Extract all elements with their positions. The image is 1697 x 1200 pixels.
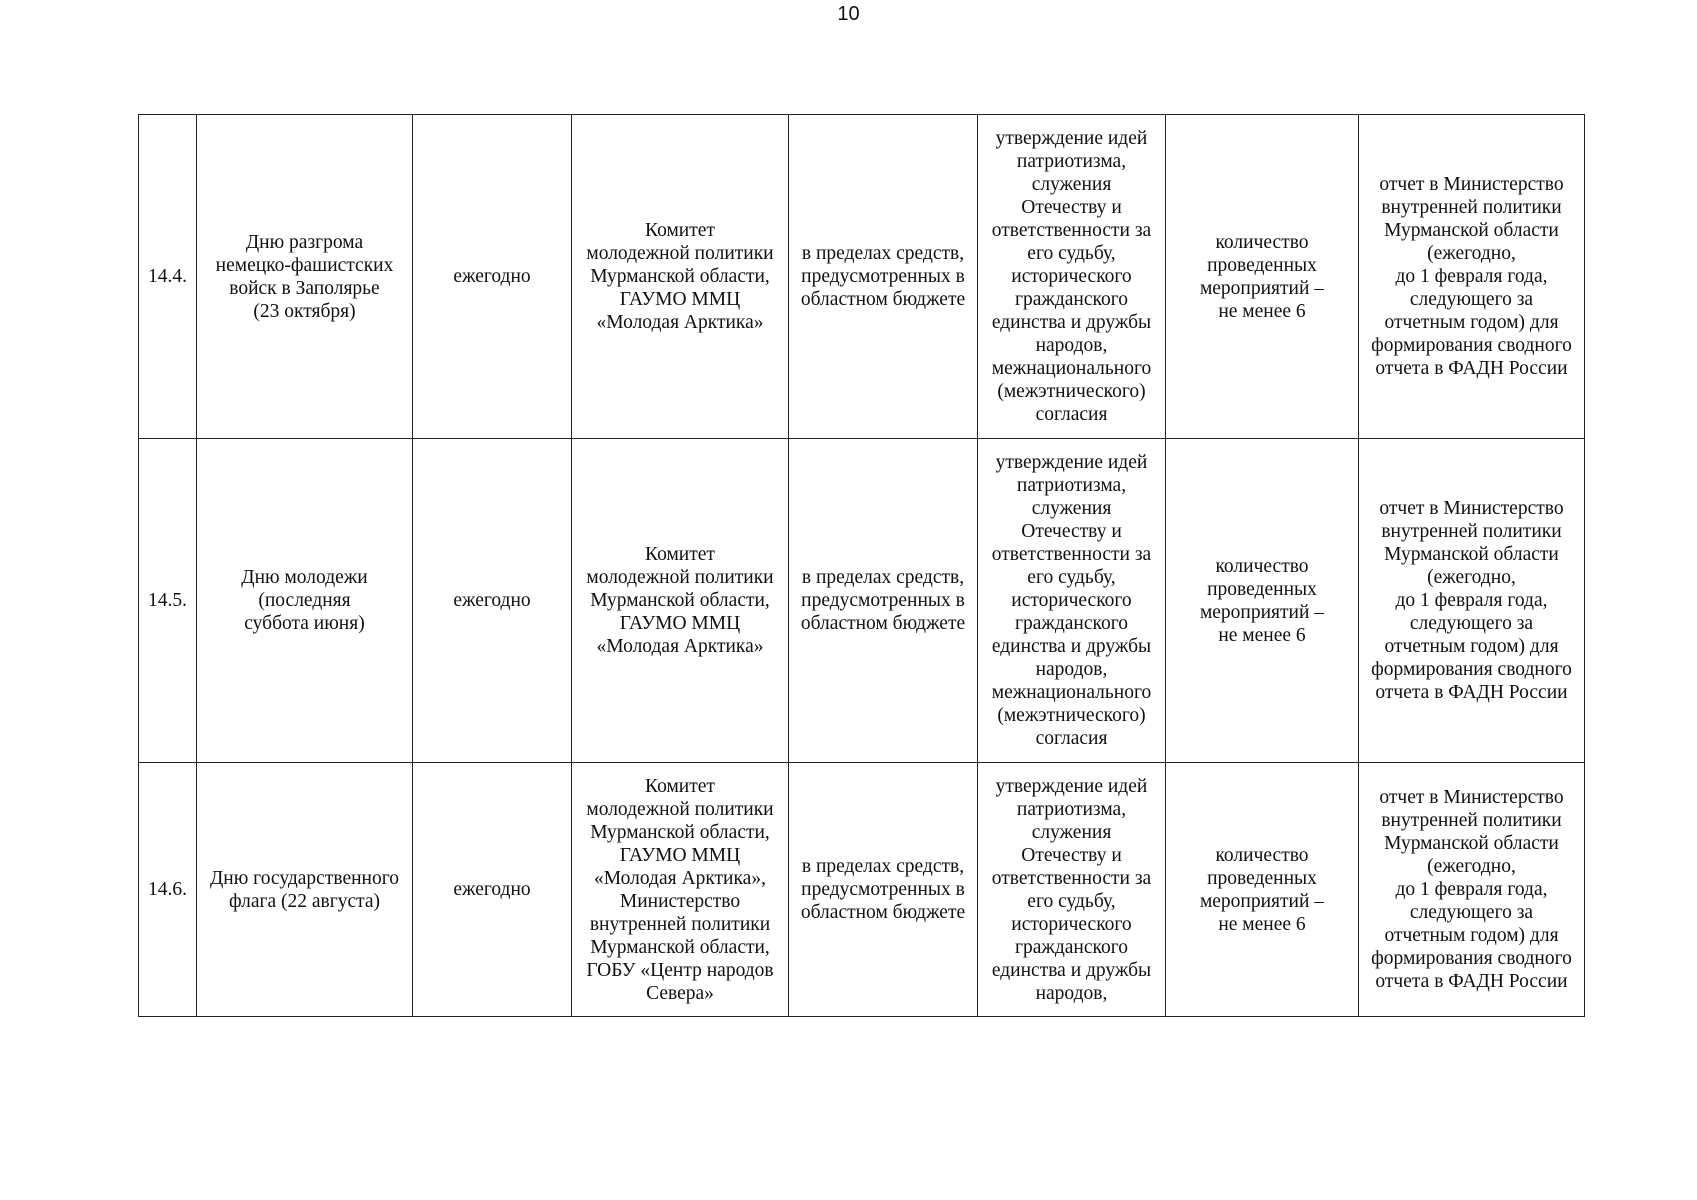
- indicator-cell: количество проведенных мероприятий – не менее 6: [1166, 763, 1359, 1017]
- report-cell: отчет в Министерство внутренней политики Мурманской области (ежегодно, до 1 февраля года, следующего за отчетным годом) для формирования сводного отчета в ФАДН России: [1359, 439, 1585, 763]
- goal-cell: утверждение идей патриотизма, служения Отечеству и ответственности за его судьбу, исторического гражданского единства и дружбы народов, межнационального (межэтнического) согласия: [978, 115, 1166, 439]
- executors-cell: Комитет молодежной политики Мурманской области, ГАУМО ММЦ «Молодая Арктика», Министерство внутренней политики Мурманской области, ГОБУ «Центр народов Севера»: [572, 763, 789, 1017]
- goal-cell: утверждение идей патриотизма, служения Отечеству и ответственности за его судьбу, исторического гражданского единства и дружбы народов, межнационального (межэтнического) согласия: [978, 439, 1166, 763]
- row-number-cell: 14.6.: [139, 763, 197, 1017]
- table-row: [139, 763, 1585, 1017]
- period-cell: ежегодно: [413, 439, 572, 763]
- period-cell: ежегодно: [413, 763, 572, 1017]
- funding-cell: в пределах средств, предусмотренных в областном бюджете: [789, 763, 978, 1017]
- page-number: 10: [837, 3, 860, 25]
- report-cell: отчет в Министерство внутренней политики Мурманской области (ежегодно, до 1 февраля года, следующего за отчетным годом) для формирования сводного отчета в ФАДН России: [1359, 763, 1585, 1017]
- funding-cell: в пределах средств, предусмотренных в областном бюджете: [789, 115, 978, 439]
- table-row: [139, 439, 1585, 763]
- indicator-cell: количество проведенных мероприятий – не менее 6: [1166, 115, 1359, 439]
- report-cell: отчет в Министерство внутренней политики Мурманской области (ежегодно, до 1 февраля года, следующего за отчетным годом) для формирования сводного отчета в ФАДН России: [1359, 115, 1585, 439]
- table-row: [139, 115, 1585, 439]
- period-cell: ежегодно: [413, 115, 572, 439]
- row-number-cell: 14.4.: [139, 115, 197, 439]
- event-name-cell: Дню разгрома немецко-фашистских войск в Заполярье (23 октября): [197, 115, 413, 439]
- funding-cell: в пределах средств, предусмотренных в областном бюджете: [789, 439, 978, 763]
- goal-cell: утверждение идей патриотизма, служения Отечеству и ответственности за его судьбу, исторического гражданского единства и дружбы народов,: [978, 763, 1166, 1017]
- event-name-cell: Дню молодежи (последняя суббота июня): [197, 439, 413, 763]
- event-name-cell: Дню государственного флага (22 августа): [197, 763, 413, 1017]
- row-number-cell: 14.5.: [139, 439, 197, 763]
- executors-cell: Комитет молодежной политики Мурманской области, ГАУМО ММЦ «Молодая Арктика»: [572, 115, 789, 439]
- executors-cell: Комитет молодежной политики Мурманской области, ГАУМО ММЦ «Молодая Арктика»: [572, 439, 789, 763]
- events-table: [138, 114, 1585, 1017]
- indicator-cell: количество проведенных мероприятий – не менее 6: [1166, 439, 1359, 763]
